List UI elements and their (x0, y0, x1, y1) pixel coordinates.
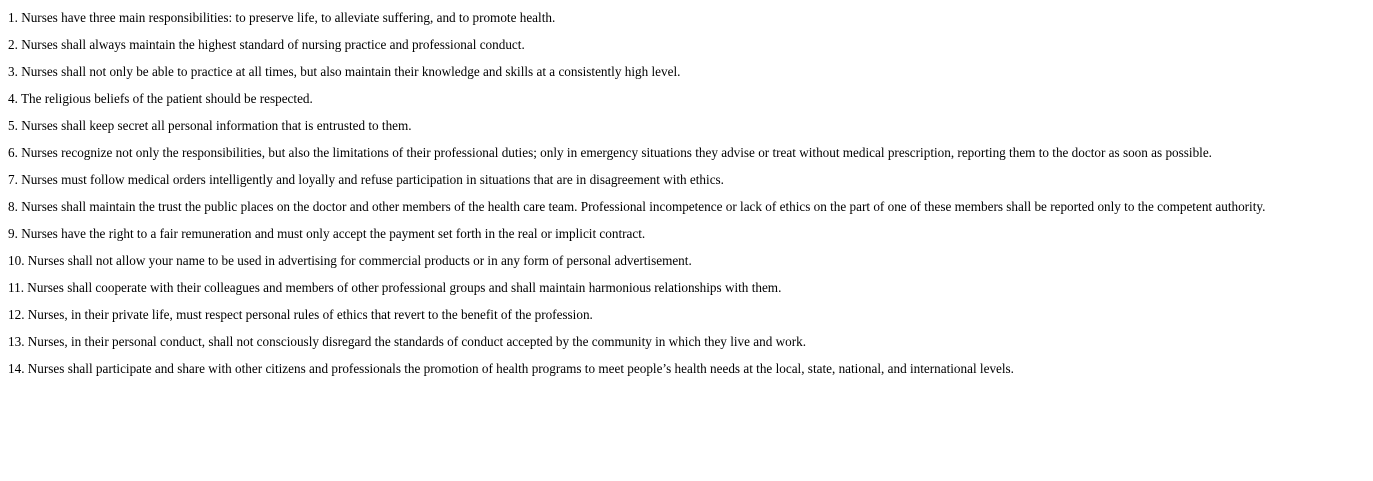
list-item-12: 12. Nurses, in their private life, must respect personal rules of ethics that revert to the benefit of the profession. (8, 307, 593, 322)
list-item-5: 5. Nurses shall keep secret all personal information that is entrusted to them. (8, 118, 412, 133)
list-item-1: 1. Nurses have three main responsibilities: to preserve life, to alleviate suffering, and to promote health. (8, 10, 556, 25)
list-item-6: 6. Nurses recognize not only the responsibilities, but also the limitations of their professional duties; only in emergency situations they advise or treat without medical prescription, reporting them to the doctor as soon as possible. (8, 145, 1212, 160)
list-item-7: 7. Nurses must follow medical orders intelligently and loyally and refuse participation in situations that are in disagreement with ethics. (8, 172, 724, 187)
list-item-8: 8. Nurses shall maintain the trust the public places on the doctor and other members of the health care team. Professional incompetence or lack of ethics on the part of one of these members shall be reported only to the competent authority. (8, 199, 1266, 214)
list-item-9: 9. Nurses have the right to a fair remuneration and must only accept the payment set forth in the real or implicit contract. (8, 226, 646, 241)
list-item-2: 2. Nurses shall always maintain the highest standard of nursing practice and professional conduct. (8, 37, 525, 52)
list-item-10: 10. Nurses shall not allow your name to be used in advertising for commercial products or in any form of personal advertisement. (8, 253, 692, 268)
list-item-13: 13. Nurses, in their personal conduct, shall not consciously disregard the standards of conduct accepted by the community in which they live and work. (8, 334, 807, 349)
list-item-14: 14. Nurses shall participate and share with other citizens and professionals the promotion of health programs to meet people’s health needs at the local, state, national, and international levels. (8, 361, 1014, 376)
list-item-11: 11. Nurses shall cooperate with their colleagues and members of other professional groups and shall maintain harmonious relationships with them. (8, 280, 782, 295)
list-item-3: 3. Nurses shall not only be able to practice at all times, but also maintain their knowledge and skills at a consistently high level. (8, 64, 681, 79)
list-item-4: 4. The religious beliefs of the patient should be respected. (8, 91, 313, 106)
